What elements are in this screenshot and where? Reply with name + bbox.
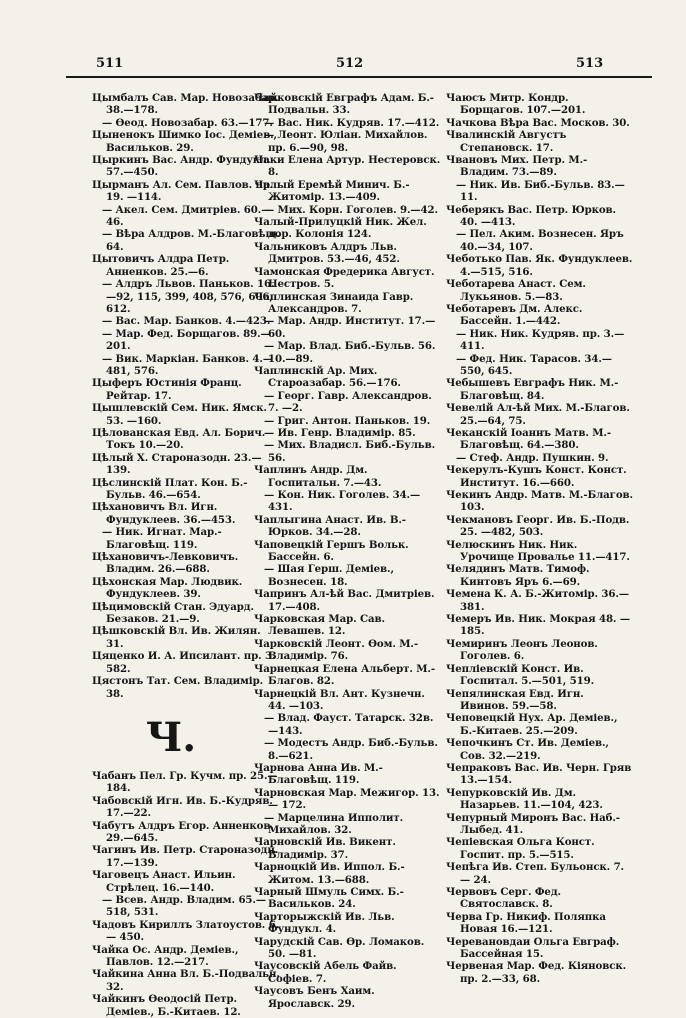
column-2 bbox=[254, 92, 442, 1010]
directory-entry: Чеботько Пав. Як. Фундуклеев. 4.—515, 516. bbox=[446, 253, 633, 278]
sub-entry: — Вик. Маркіан. Банков. 4.— 481, 576. bbox=[102, 352, 273, 377]
directory-entry: Чепраковъ Вас. Ив. Черн. Гряв 13.—154. bbox=[446, 761, 632, 787]
sub-entry: — Мих. Корн. Гоголев. 9.—42. bbox=[264, 203, 438, 216]
directory-entry: Чайкинъ Өеодосій Петр. Деміев., Б.-Китаев. 12. bbox=[92, 993, 241, 1018]
sub-entry: — Алдръ Львов. Паньков. 16. —92, 115, 399, 408, 576, 606, 612. bbox=[102, 278, 275, 315]
sub-entry: — Мар. Андр. Институт. 17.— 60. bbox=[264, 315, 436, 340]
sub-entry: — Всев. Андр. Владим. 65.— 518, 531. bbox=[102, 893, 266, 919]
directory-entry: Цѣслинскій Плат. Кон. Б.-Бульв. 46.—654. bbox=[92, 476, 248, 501]
directory-entry: Цымбалъ Сав. Мар. Новозабар. 38.—178. bbox=[92, 92, 279, 117]
directory-entry: Чекинъ Андр. Матв. М.-Благов. 103. bbox=[446, 489, 633, 514]
sub-entry: — Шая Герш. Деміев., Вознесен. 18. bbox=[264, 563, 394, 588]
directory-entry: Чвановъ Мих. Петр. М.-Владим. 73.—89. bbox=[446, 154, 588, 179]
directory-entry: Чекерулъ-Кушъ Конст. Конст. Институт. 16.—660. bbox=[446, 464, 627, 489]
directory-entry: Чайкина Анна Вл. Б.-Подвальн. 32. bbox=[92, 968, 280, 993]
sub-entry: — Григ. Антон. Паньков. 19. bbox=[264, 414, 431, 427]
directory-entry: Цырманъ Ал. Сем. Павлов. пр. 19. —114. bbox=[92, 178, 274, 204]
directory-entry: Чарнова Анна Ив. М.-Благовѣщ. 119. bbox=[254, 761, 383, 787]
directory-entry: Чалый-Прилуцкій Ник. Жел. дор. Колонія 124. bbox=[254, 216, 427, 241]
directory-entry: Чамонская Фредерика Август. Нестров. 5. bbox=[254, 265, 435, 291]
directory-entry: Чепурковскій Ив. Дм. Назарьев. 11.—104, 423. bbox=[446, 786, 603, 812]
page-number-right: 513 bbox=[576, 56, 604, 71]
directory-entry: Чаповецкій Гершъ Вольк. Бассейн. 6. bbox=[254, 538, 409, 564]
sub-entry: — Мих. Владисл. Биб.-Бульв. 56. bbox=[264, 439, 436, 464]
directory-entry: Чарторыжскій Ив. Льв. Фундукл. 4. bbox=[254, 910, 395, 936]
directory-entry: Чадовъ Кириллъ Златоустов. 6.— 450. bbox=[92, 918, 280, 944]
directory-entry: Чепѣга Ив. Степ. Бульонск. 7.— 24. bbox=[446, 861, 625, 886]
directory-entry: Чаплинскій Ар. Мих. Староазабар. 56.—176. bbox=[254, 364, 401, 390]
sub-entry: — Акел. Сем. Дмитріев. 60.— 46. bbox=[102, 203, 272, 229]
directory-entry: Цѣлый Х. Староназодн. 23.— 139. bbox=[92, 451, 262, 477]
directory-entry: Чепіевская Ольга Конст. Госпит. пр. 5.—515. bbox=[446, 836, 595, 861]
directory-entry: Черевановдаи Ольга Евграф. Бассейная 15. bbox=[446, 935, 620, 961]
sub-entry: — Фед. Ник. Тарасов. 34.— 550, 645. bbox=[456, 352, 612, 377]
column-3 bbox=[446, 92, 634, 985]
directory-entry: Чапринъ Ал-ѣй Вас. Дмитріев. 17.—408. bbox=[254, 588, 435, 613]
directory-entry: Червовъ Серг. Фед. Святославск. 8. bbox=[446, 886, 561, 911]
column-3-entries bbox=[446, 92, 634, 985]
directory-entry: Чепліевскій Конст. Ив. Госпитал. 5.—501, 519. bbox=[446, 662, 595, 688]
directory-entry: Чабанъ Пел. Гр. Кучм. пр. 25.— 184. bbox=[92, 769, 278, 795]
directory-entry: Чарновскій Ив. Викент. Владимір. 37. bbox=[254, 836, 396, 861]
directory-entry: Чайка Ос. Андр. Деміев., Павлов. 12.—217. bbox=[92, 943, 239, 968]
directory-entry: Чарковскій Леонт. Өом. М.-Владимір. 76. bbox=[254, 637, 419, 663]
sub-entry: — Георг. Гавр. Александров. 7. —2. bbox=[264, 389, 432, 415]
sub-entry: — Леонт. Юліан. Михайлов. пр. 6.—90, 98. bbox=[264, 129, 428, 154]
directory-entry: Чеканскій Іоаннъ Матв. М.-Благовѣщ. 64.—380. bbox=[446, 426, 611, 452]
directory-entry: Чеботарева Анаст. Сем. Лукьянов. 5.—83. bbox=[446, 278, 586, 303]
directory-entry: Чаплыгина Анаст. Ив. В.-Юрков. 34.—28. bbox=[254, 513, 406, 539]
sub-entry: — Модестъ Андр. Биб.-Бульв. 8.—621. bbox=[264, 737, 438, 762]
directory-entry: Цышлевскій Сем. Ник. Ямск. 53. —160. bbox=[92, 402, 267, 427]
directory-entry: Чаплинская Зинаида Гавр. Александров. 7. bbox=[254, 290, 414, 315]
directory-entry: Черва Гр. Никиф. Поляпка Новая 16.—121. bbox=[446, 910, 606, 936]
sub-entry: — Ник. Ник. Кудряв. пр. 3.— 411. bbox=[456, 327, 625, 353]
directory-entry: Челядинъ Матв. Тимоф. Кинтовъ Яръ 6.—69. bbox=[446, 563, 590, 588]
directory-entry: Чабутъ Алдръ Егор. Анненков. 29.—645. bbox=[92, 819, 274, 844]
directory-entry: Чепочкинъ Ст. Ив. Деміев., Сов. 32.—219. bbox=[446, 737, 609, 762]
directory-entry: Чарудскій Сав. Өр. Ломаков. 50. —81. bbox=[254, 935, 425, 961]
directory-entry: Чарковская Мар. Сав. Левашев. 12. bbox=[254, 613, 385, 638]
directory-entry: Чемиринъ Леонъ Леонов. Гоголев. 6. bbox=[446, 637, 598, 663]
directory-entry: Чальниковъ Алдръ Льв. Дмитров. 53.—46, 452. bbox=[254, 240, 400, 266]
directory-entry: Чемена К. А. Б.-Житомір. 36.— 381. bbox=[446, 588, 629, 613]
directory-entry: Чарновская Мар. Межигор. 13.— 172. bbox=[254, 786, 440, 812]
sub-entry: — Пел. Аким. Вознесен. Яръ 40.—34, 107. bbox=[456, 228, 624, 253]
sub-entry: — Влад. Фауст. Татарск. 32в. —143. bbox=[264, 712, 434, 737]
page-number-left: 511 bbox=[96, 56, 124, 71]
directory-entry: Цѣлованская Евд. Ал. Борич. Токъ 10.—20. bbox=[92, 426, 266, 452]
directory-entry: Чайковскій Евграфъ Адам. Б.-Подвальн. 33. bbox=[254, 92, 434, 117]
directory-entry: Цястонъ Тат. Сем. Владимір. 38. bbox=[92, 675, 264, 700]
directory-entry: Чарнецкій Вл. Ант. Кузнечн. 44. —103. bbox=[254, 687, 425, 712]
sub-entry: — Ив. Генр. Владимір. 85. bbox=[264, 426, 416, 439]
directory-entry: Чалый Еремѣй Минич. Б.-Житомір. 13.—409. bbox=[254, 178, 410, 204]
directory-entry: Чепялинская Евд. Игн. Ивинов. 59.—58. bbox=[446, 687, 584, 712]
sub-entry: — Ник. Ив. Биб.-Бульв. 83.— 11. bbox=[456, 178, 625, 204]
sub-entry: — Мар. Фед. Борщагов. 89.— 201. bbox=[102, 327, 271, 353]
directory-entry: Чеботаревъ Дм. Алекс. Бассейн. 1.—442. bbox=[446, 302, 583, 328]
section-letter: Ч. bbox=[145, 713, 197, 761]
directory-entry: Чаки Елена Артур. Нестеровск. 8. bbox=[254, 154, 441, 179]
sub-entry: — Вѣра Алдров. М.-Благовѣщ. 64. bbox=[102, 228, 280, 253]
directory-entry: Чачкова Вѣра Вас. Москов. 30. bbox=[446, 116, 630, 129]
directory-entry: Чвалинскій Августъ Степановск. 17. bbox=[446, 129, 567, 154]
column-1 bbox=[92, 92, 280, 1018]
sub-entry: — Стеф. Андр. Пушкин. 9. bbox=[456, 451, 609, 464]
directory-entry: Чаусовскій Абель Файв. Софіев. 7. bbox=[254, 960, 397, 985]
directory-entry: Чабовскій Игн. Ив. Б.-Кудряв. 17.—22. bbox=[92, 794, 273, 820]
directory-entry: Чевелій Ал-ѣй Мих. М.-Благов. 25.—64, 75. bbox=[446, 402, 630, 427]
directory-entry: Чарноцкій Ив. Иппол. Б.-Житом. 13.—688. bbox=[254, 861, 405, 886]
column-1-entries-after bbox=[92, 770, 280, 1018]
sub-entry: — Ник. Игнат. Мар.-Благовѣщ. 119. bbox=[102, 526, 222, 551]
sub-entry: — Вас. Мар. Банков. 4.—423. bbox=[102, 315, 271, 328]
page-number-center: 512 bbox=[336, 56, 364, 71]
column-2-entries bbox=[254, 92, 442, 1010]
directory-entry: Чеберякъ Вас. Петр. Юрков. 40. —413. bbox=[446, 203, 616, 229]
directory-entry: Чемеръ Ив. Ник. Мокрая 48. —185. bbox=[446, 613, 630, 638]
directory-entry: Цыферъ Юстинія Франц. Рейтар. 17. bbox=[92, 377, 242, 402]
directory-entry: Цыркинъ Вас. Андр. Фундукл. 57.—450. bbox=[92, 154, 271, 179]
sub-entry: — Кон. Ник. Гоголев. 34.—431. bbox=[264, 489, 421, 514]
sub-entry: — Вас. Ник. Кудряв. 17.—412. bbox=[264, 116, 440, 129]
directory-entry: Цяценко И. А. Ипсилант. пр. 3. 582. bbox=[92, 650, 276, 675]
directory-entry: Чаусовъ Бенъ Хаим. Ярославск. 29. bbox=[254, 985, 375, 1010]
directory-entry: Чагинъ Ив. Петр. Староназодн. 17.—139. bbox=[92, 844, 279, 869]
directory-entry: Чепурный Миронъ Вас. Наб.-Лыбед. 41. bbox=[446, 811, 620, 836]
directory-entry: Чарный Шмуль Симх. Б.-Васильков. 24. bbox=[254, 886, 404, 911]
directory-entry: Цыненокъ Шимко Іос. Деміев., Васильков. 29. bbox=[92, 129, 277, 154]
directory-entry: Чебышевъ Евграфъ Ник. М.-Благовѣщ. 84. bbox=[446, 377, 619, 402]
sub-entry: — Мар. Влад. Биб.-Бульв. 56. 10.—89. bbox=[264, 340, 436, 365]
directory-entry: Чекмановъ Георг. Ив. Б.-Подв. 25. —482, 503. bbox=[446, 513, 630, 539]
directory-entry: Чаплинъ Андр. Дм. Госпитальн. 7.—43. bbox=[254, 464, 382, 489]
directory-entry: Цѣцимовскій Стан. Эдуард. Безаков. 21.—9. bbox=[92, 600, 254, 626]
sub-entry: — Марцелина Ипполит. Михайлов. 32. bbox=[264, 811, 404, 836]
sub-entry: — Өеод. Новозабар. 63.—177. bbox=[102, 116, 273, 129]
directory-entry: Цытовичъ Алдра Петр. Анненков. 25.—6. bbox=[92, 253, 230, 278]
directory-entry: Цѣхановичъ-Левковичъ. Владим. 26.—688. bbox=[92, 551, 239, 576]
directory-entry: Челюскинъ Ник. Ник. Урочище Провалье 11.—417. bbox=[446, 538, 630, 564]
directory-entry: Цѣхановичъ Вл. Игн. Фундуклеев. 36.—453. bbox=[92, 501, 236, 526]
page-header bbox=[66, 56, 652, 78]
directory-entry: Цѣшковскій Вл. Ив. Жилян. 31. bbox=[92, 625, 261, 650]
directory-entry: Чаюсъ Митр. Кондр. Борщагов. 107.—201. bbox=[446, 92, 586, 117]
directory-entry: Чеповецкій Нух. Ар. Деміев., Б.-Китаев. 25.—209. bbox=[446, 712, 618, 737]
column-1-entries bbox=[92, 92, 280, 700]
directory-entry: Чаговецъ Анаст. Ильин. Стрѣлец. 16.—140. bbox=[92, 869, 236, 894]
directory-entry: Червеная Мар. Фед. Кіяновск. пр. 2.—33, 68. bbox=[446, 960, 627, 985]
directory-entry: Цѣхонская Мар. Людвик. Фундуклеев. 39. bbox=[92, 575, 243, 601]
header-rule bbox=[66, 76, 652, 78]
directory-entry: Чарнецкая Елена Альберт. М.-Благов. 82. bbox=[254, 662, 436, 688]
